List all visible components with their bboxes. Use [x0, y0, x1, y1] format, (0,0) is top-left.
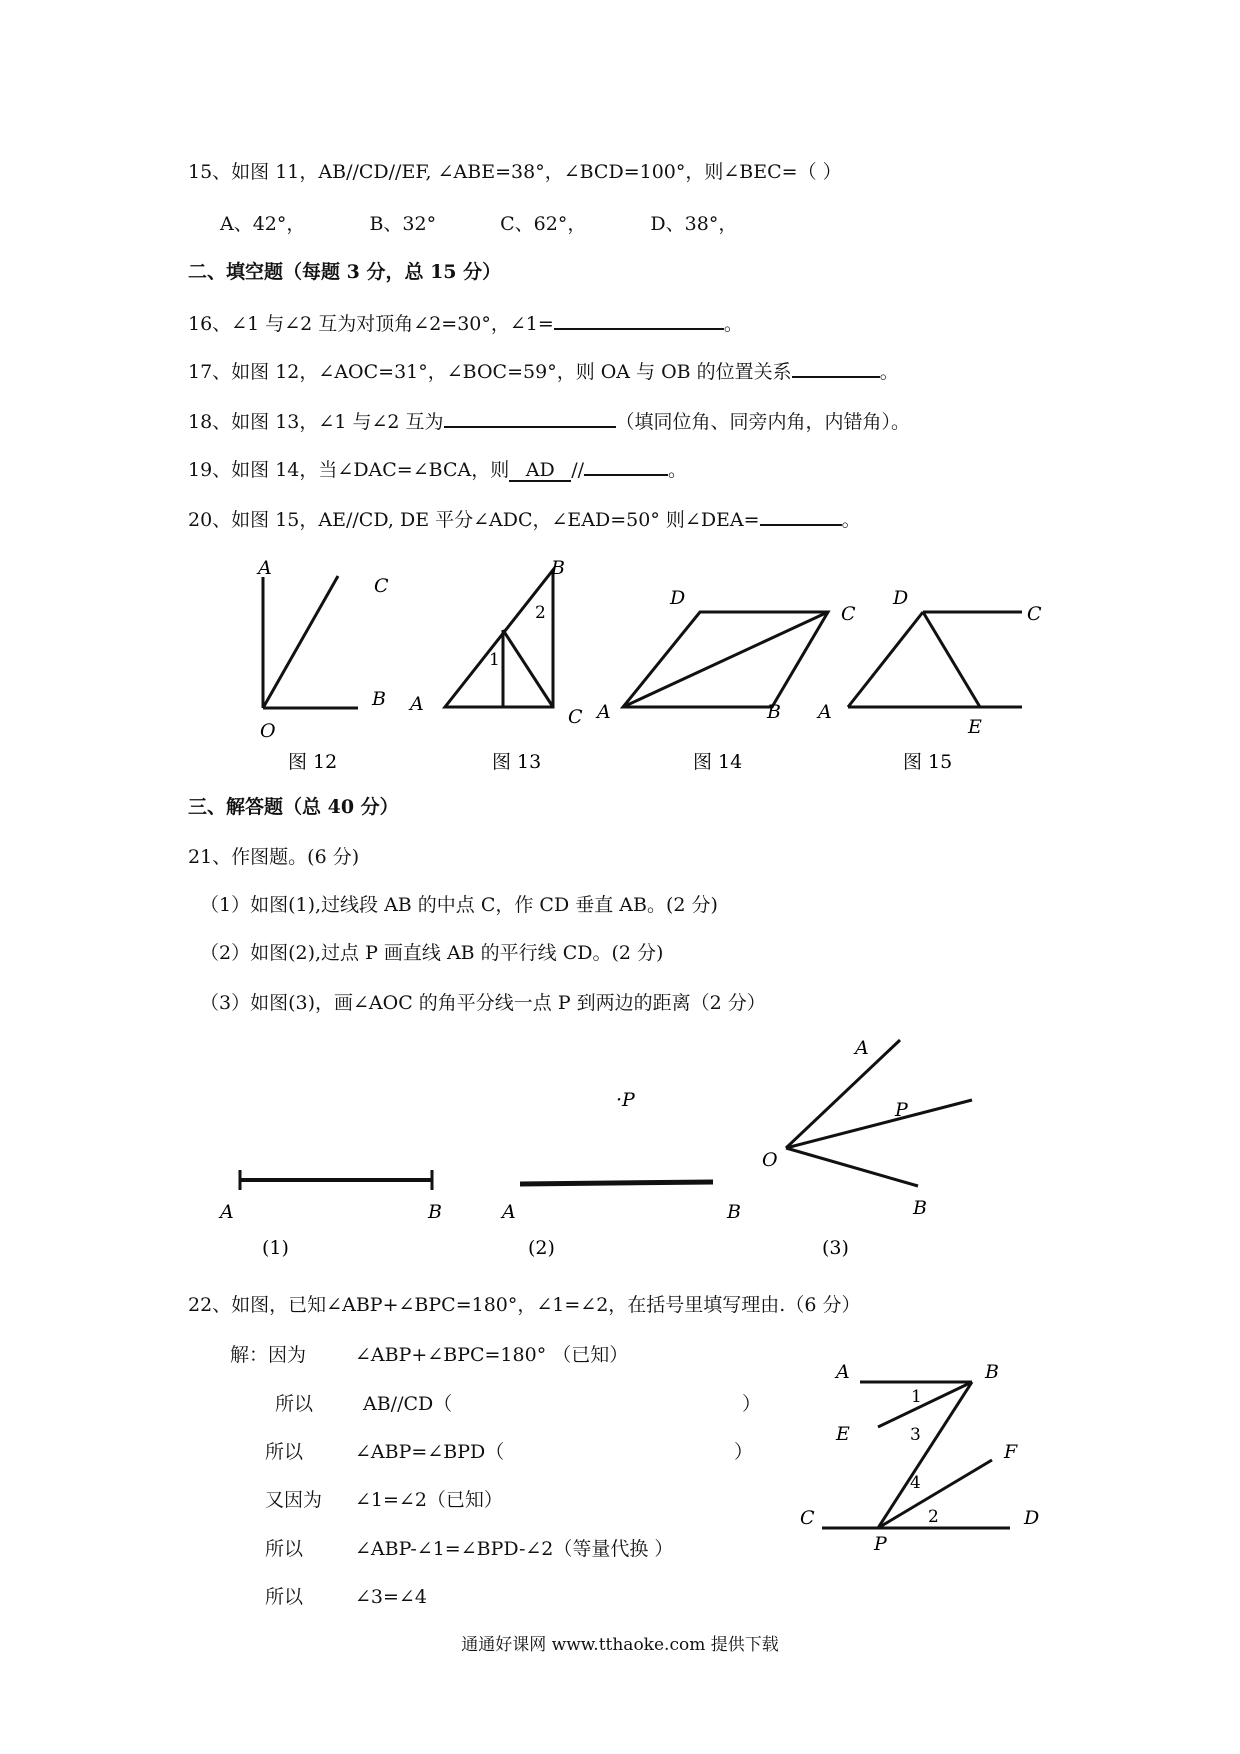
fig13-label-b: B	[551, 557, 565, 579]
question-17-end: 。	[879, 361, 899, 383]
fig2-line-ab	[520, 1182, 713, 1184]
option-b: B、32°	[369, 213, 437, 235]
question-21-item-3: （3）如图(3)，画∠AOC 的角平分线一点 P 到两边的距离（2 分）	[200, 992, 766, 1014]
proof-row-3-statement: ∠ABP=∠BPD（	[355, 1441, 505, 1463]
question-18-end: （填同位角、同旁内角，内错角）。	[615, 411, 911, 433]
fig3-caption: (3)	[822, 1237, 849, 1259]
question-21-item-2: （2）如图(2),过点 P 画直线 AB 的平行线 CD。(2 分)	[200, 942, 664, 964]
question-17-text: 17、如图 12，∠AOC=31°，∠BOC=59°，则 OA 与 OB 的位置关系	[188, 361, 792, 383]
question-16-text: 16、∠1 与∠2 互为对顶角∠2=30°，∠1=	[188, 313, 554, 335]
q22-label-d: D	[1024, 1507, 1040, 1529]
q22-label-c: C	[800, 1507, 815, 1529]
option-c: C、62°，	[500, 213, 587, 235]
fig1-caption: (1)	[262, 1237, 289, 1259]
fig14-label-a: A	[597, 701, 611, 723]
question-16-end: 。	[723, 313, 743, 335]
fig15-label-c: C	[1027, 603, 1042, 625]
fig15-label-d: D	[893, 587, 909, 609]
fig3-label-a: A	[855, 1037, 869, 1059]
question-19-end: 。	[668, 459, 688, 481]
q22-angle-4: 4	[910, 1473, 921, 1493]
fig12-label-o: O	[260, 720, 276, 742]
proof-row-2-statement: AB//CD（	[363, 1393, 453, 1415]
proof-row-5-label: 所以	[265, 1538, 304, 1560]
q22-label-p: P	[874, 1533, 887, 1555]
fig14-caption: 图 14	[693, 751, 743, 773]
footer-text: 通通好课网 www.tthaoke.com 提供下载	[461, 1635, 779, 1655]
proof-row-4-label: 又因为	[265, 1489, 323, 1511]
fig3-label-b: B	[913, 1197, 927, 1219]
fig13-label-c: C	[568, 706, 583, 728]
proof-row-5-statement: ∠ABP-∠1=∠BPD-∠2（等量代换 ）	[355, 1538, 674, 1560]
q22-angle-2: 2	[928, 1507, 939, 1527]
q22-label-a: A	[836, 1361, 850, 1383]
q22-label-b: B	[985, 1361, 999, 1383]
fig1-label-b: B	[428, 1201, 442, 1223]
fig13-caption: 图 13	[492, 751, 542, 773]
fig3-label-o: O	[762, 1149, 778, 1171]
proof-row-2-label: 所以	[275, 1393, 314, 1415]
fig12-label-a: A	[258, 557, 272, 579]
proof-row-1-statement: ∠ABP+∠BPC=180° （已知）	[355, 1344, 629, 1366]
answer-filled-19: AD	[509, 460, 571, 482]
fig15-label-e: E	[968, 716, 982, 738]
fig2-caption: (2)	[528, 1237, 555, 1259]
section-3-title: 三、解答题（总 40 分）	[188, 796, 399, 818]
fig2-label-p: ·P	[616, 1089, 635, 1111]
fig3-ray-ob	[786, 1148, 918, 1186]
fig15-caption: 图 15	[903, 751, 953, 773]
fig1-label-a: A	[220, 1201, 234, 1223]
proof-row-1-label: 解：因为	[230, 1344, 307, 1366]
question-19-parallel: //	[571, 459, 585, 481]
fig2-label-a: A	[502, 1201, 516, 1223]
fig12-label-b: B	[372, 688, 386, 710]
q22-segment-be	[878, 1382, 972, 1427]
proof-row-6-label: 所以	[265, 1586, 304, 1608]
fig14-label-c: C	[841, 603, 856, 625]
question-18-text: 18、如图 13，∠1 与∠2 互为	[188, 411, 444, 433]
option-d: D、38°，	[650, 213, 738, 235]
fig13-label-a: A	[410, 693, 424, 715]
question-21-item-1: （1）如图(1),过线段 AB 的中点 C，作 CD 垂直 AB。(2 分)	[200, 894, 718, 916]
fig12-caption: 图 12	[288, 751, 338, 773]
fig13-angle-1: 1	[489, 650, 500, 670]
proof-row-3-reason-close: ）	[734, 1441, 754, 1463]
q22-label-f: F	[1004, 1441, 1018, 1463]
fig14-label-d: D	[670, 587, 686, 609]
fig3-label-p: P	[895, 1099, 908, 1121]
question-19-text: 19、如图 14，当∠DAC=∠BCA，则	[188, 459, 510, 481]
fig12-label-c: C	[374, 575, 389, 597]
fig14-label-b: B	[767, 701, 781, 723]
question-22-title: 22、如图，已知∠ABP+∠BPC=180°，∠1=∠2，在括号里填写理由.（6 分）	[188, 1294, 861, 1316]
section-2-title: 二、填空题（每题 3 分，总 15 分）	[188, 261, 502, 283]
fig15-label-a: A	[818, 701, 832, 723]
proof-row-6-statement: ∠3=∠4	[355, 1586, 427, 1608]
question-20-text: 20、如图 15，AE//CD, DE 平分∠ADC，∠EAD=50° 则∠DEA=	[188, 509, 760, 531]
q22-angle-3: 3	[910, 1425, 921, 1445]
question-15-text: 15、如图 11，AB//CD//EF, ∠ABE=38°，∠BCD=100°，则∠BEC=（ ）	[188, 161, 842, 183]
question-20-end: 。	[841, 509, 861, 531]
proof-row-3-label: 所以	[265, 1441, 304, 1463]
proof-row-2-reason-close: ）	[742, 1393, 762, 1415]
q22-angle-1: 1	[911, 1387, 922, 1407]
fig3-bisector-op	[786, 1100, 972, 1148]
proof-row-4-statement: ∠1=∠2（已知）	[355, 1489, 503, 1511]
fig2-label-b: B	[727, 1201, 741, 1223]
q22-segment-pf	[878, 1460, 992, 1528]
option-a: A、42°，	[220, 213, 306, 235]
question-21-title: 21、作图题。(6 分)	[188, 846, 360, 868]
q22-label-e: E	[836, 1423, 850, 1445]
fig13-angle-2: 2	[535, 603, 546, 623]
q22-segment-bp	[878, 1382, 972, 1528]
